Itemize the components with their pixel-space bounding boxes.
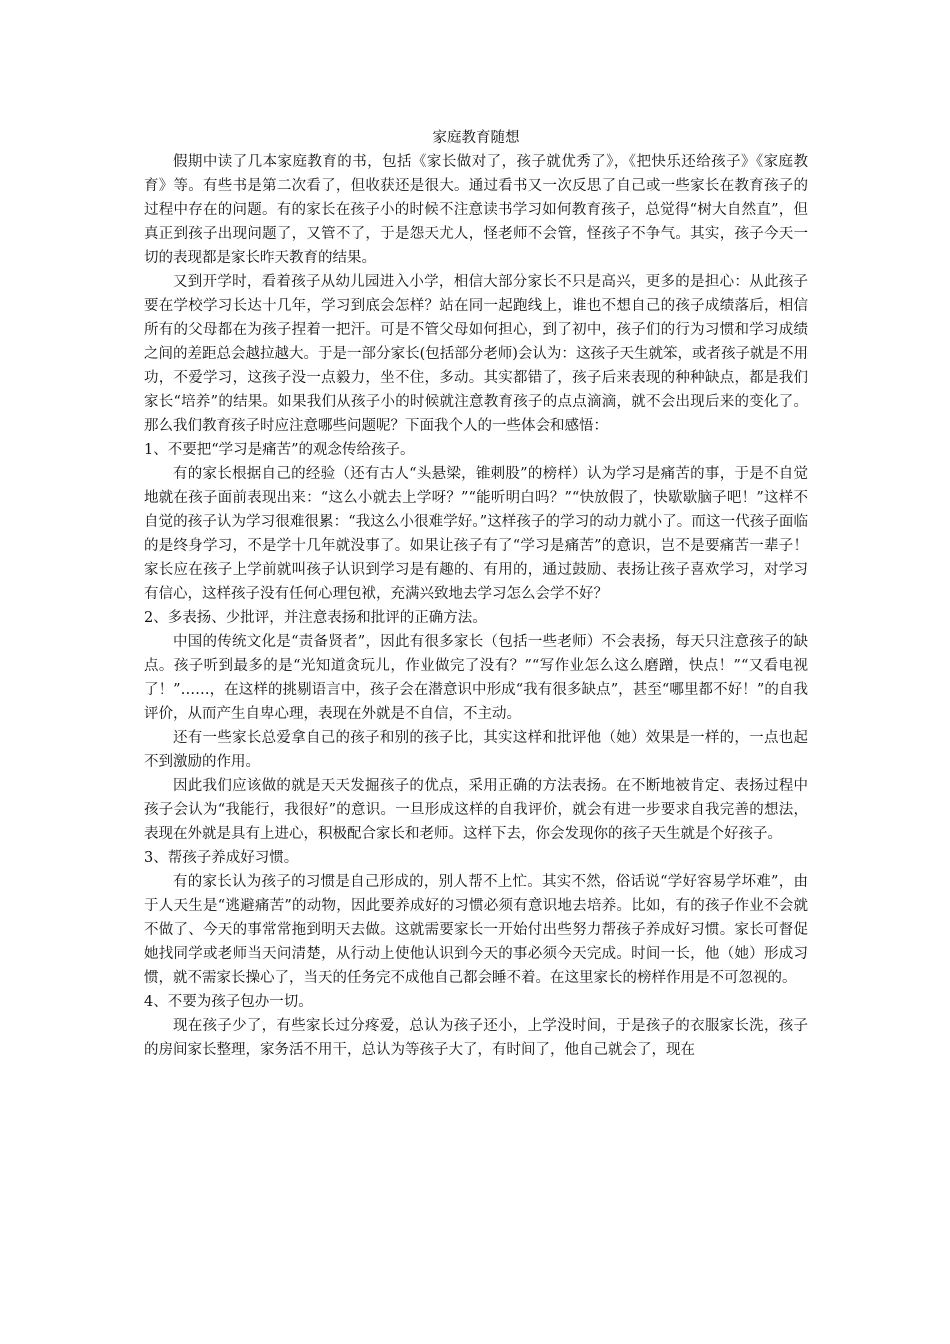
document-title: 家庭教育随想	[432, 130, 520, 146]
section-heading-1: 1、不要把“学习是痛苦”的观念传给孩子。	[144, 442, 415, 458]
document-page	[144, 126, 808, 1062]
section-heading-2: 2、多表扬、少批评，并注意表扬和批评的正确方法。	[144, 610, 487, 626]
paragraph-section-2c: 因此我们应该做的就是天天发掘孩子的优点，采用正确的方法表扬。在不断地被肯定、表扬过程中孩子会认为“我能行，我很好”的意识。一旦形成这样的自我评价，就会有进一步要求自我完善的想法，表现在外就是具有上进心，积极配合家长和老师。这样下去，你会发现你的孩子天生就是个好孩子。	[144, 778, 808, 842]
paragraph-section-2b: 还有一些家长总爱拿自己的孩子和别的孩子比，其实这样和批评他（她）效果是一样的，一点也起不到激励的作用。	[144, 730, 808, 770]
paragraph-intro: 假期中读了几本家庭教育的书，包括《家长做对了，孩子就优秀了》，《把快乐还给孩子》《家庭教育》等。有些书是第二次看了，但收获还是很大。通过看书又一次反思了自己或一些家长在教育孩子的过程中存在的问题。有的家长在孩子小的时候不注意读书学习如何教育孩子，总觉得“树大自然直”，但真正到孩子出现问题了，又管不了，于是怨天尤人，怪老师不会管，怪孩子不争气。其实，孩子今天一切的表现都是家长昨天教育的结果。	[144, 154, 808, 266]
paragraph-section-1: 有的家长根据自己的经验（还有古人“头悬梁，锥刺股”的榜样）认为学习是痛苦的事，于是不自觉地就在孩子面前表现出来：“这么小就去上学呀？”“能听明白吗？”“快放假了，快歇歇脑子吧！”这样不自觉的孩子认为学习很难很累：“我这么小很难学好。”这样孩子的学习的动力就小了。而这一代孩子面临的是终身学习，不是学十几年就没事了。如果让孩子有了“学习是痛苦”的意识，岂不是要痛苦一辈子！家长应在孩子上学前就叫孩子认识到学习是有趣的、有用的，通过鼓励、表扬让孩子喜欢学习，对学习有信心，这样孩子没有任何心理包袱，充满兴致地去学习怎么会学不好？	[144, 466, 808, 602]
section-heading-4: 4、不要为孩子包办一切。	[144, 994, 313, 1010]
paragraph-section-4: 现在孩子少了，有些家长过分疼爱，总认为孩子还小，上学没时间，于是孩子的衣服家长洗，孩子的房间家长整理，家务活不用干，总认为等孩子大了，有时间了，他自己就会了，现在	[144, 1018, 808, 1058]
paragraph-section-3: 有的家长认为孩子的习惯是自己形成的，别人帮不上忙。其实不然，俗话说“学好容易学坏难”，由于人天生是“逃避痛苦”的动物，因此要养成好的习惯必须有意识地去培养。比如，有的孩子作业不会就不做了、今天的事常常拖到明天去做。这就需要家长一开始付出些努力帮孩子养成好习惯。家长可督促她找同学或老师当天问清楚，从行动上使他认识到今天的事必须今天完成。时间一长，他（她）形成习惯，就不需家长操心了，当天的任务完不成他自己都会睡不着。在这里家长的榜样作用是不可忽视的。	[144, 874, 808, 986]
paragraph-section-2a: 中国的传统文化是“责备贤者”，因此有很多家长（包括一些老师）不会表扬，每天只注意孩子的缺点。孩子听到最多的是“光知道贪玩儿，作业做完了没有？”“写作业怎么这么磨蹭，快点！”“又看电视了！”……，在这样的挑剔语言中，孩子会在潜意识中形成“我有很多缺点”，甚至“哪里都不好！”的自我评价，从而产生自卑心理，表现在外就是不自信，不主动。	[144, 634, 808, 722]
paragraph-school-start: 又到开学时，看着孩子从幼儿园进入小学，相信大部分家长不只是高兴，更多的是担心：从此孩子要在学校学习长达十几年，学习到底会怎样？站在同一起跑线上，谁也不想自己的孩子成绩落后，相信所有的父母都在为孩子捏着一把汗。可是不管父母如何担心，到了初中，孩子们的行为习惯和学习成绩之间的差距总会越拉越大。于是一部分家长(包括部分老师)会认为：这孩子天生就笨，或者孩子就是不用功，不爱学习，这孩子没一点毅力，坐不住，多动。其实都错了，孩子后来表现的种种缺点，都是我们家长“培养”的结果。如果我们从孩子小的时候就注意教育孩子的点点滴滴，就不会出现后来的变化了。那么我们教育孩子时应注意哪些问题呢？下面我个人的一些体会和感悟：	[144, 274, 808, 434]
section-heading-3: 3、帮孩子养成好习惯。	[144, 850, 299, 866]
